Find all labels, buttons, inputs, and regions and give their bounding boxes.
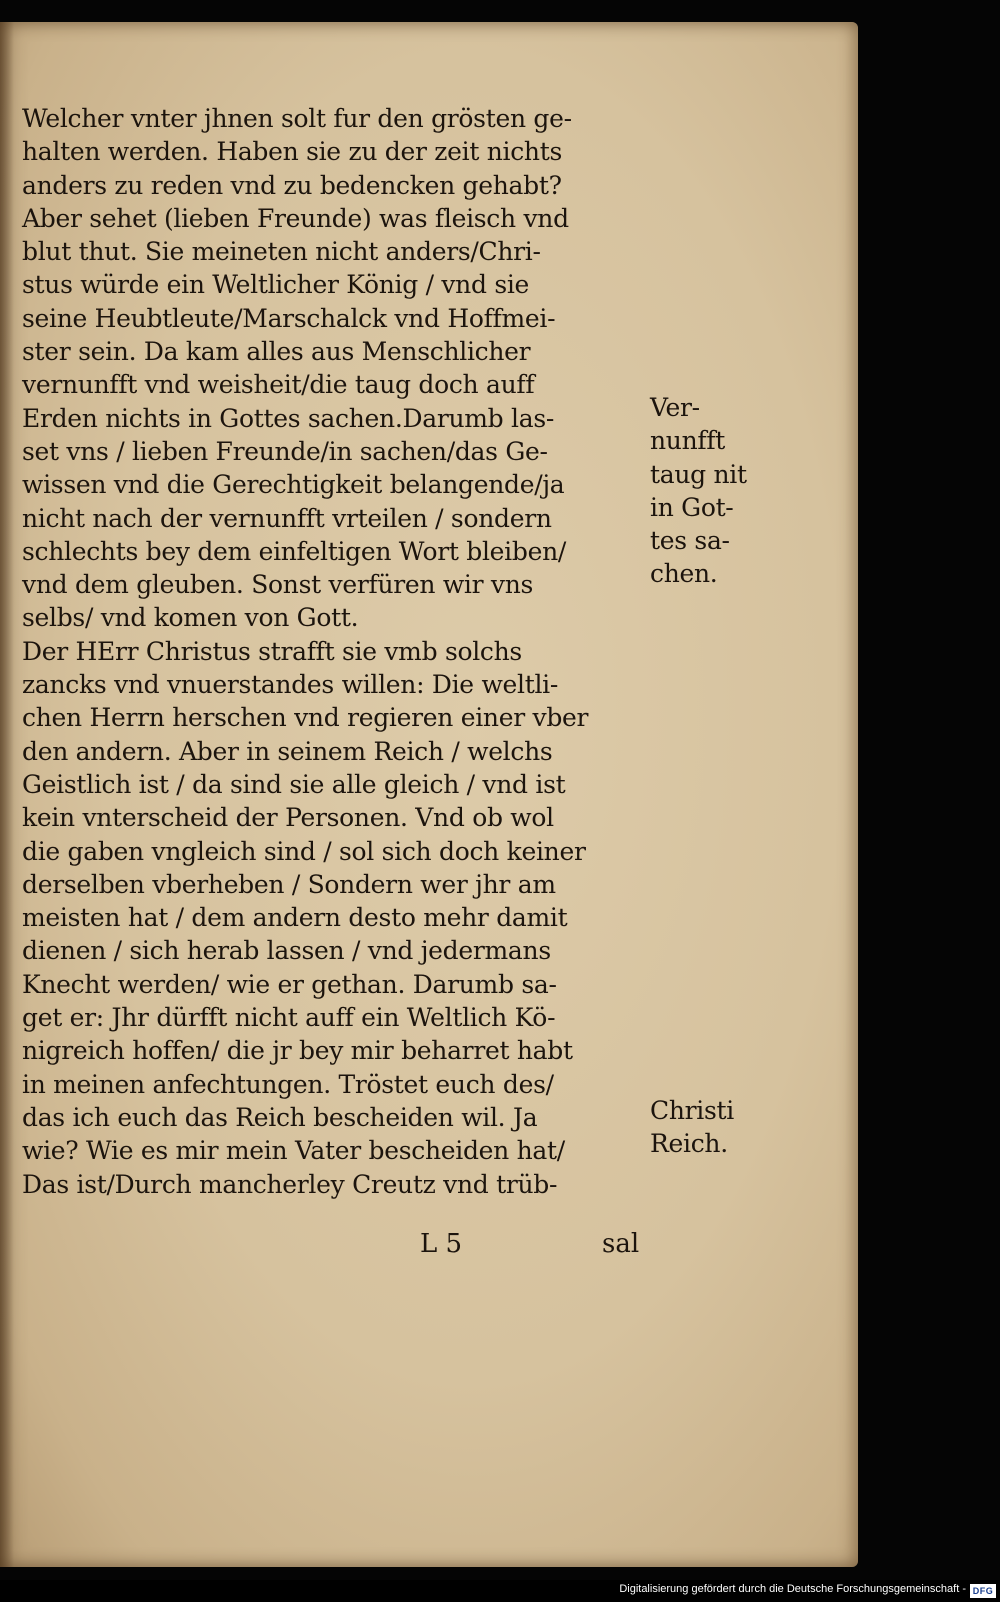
- margin-note-christi: [650, 1094, 734, 1161]
- margin-note-line: Christi: [650, 1096, 734, 1125]
- margin-note-line: Ver-: [650, 393, 700, 422]
- text-line: zancks vnd vnuerstandes willen: Die weltli-: [22, 670, 559, 700]
- text-line: schlechts bey dem einfeltigen Wort bleiben/: [22, 536, 566, 566]
- text-line: das ich euch das Reich bescheiden wil. Ja: [22, 1102, 538, 1132]
- text-line: wie? Wie es mir mein Vater bescheiden hat/: [22, 1136, 565, 1166]
- main-text-block: [22, 102, 662, 1201]
- text-line: get er: Jhr dürfft nicht auff ein Weltlich Kö-: [22, 1003, 556, 1033]
- margin-note-line: in Got-: [650, 492, 734, 522]
- text-line: Geistlich ist / da sind sie alle gleich / vnd ist: [22, 769, 566, 799]
- text-line: Der HErr Christus strafft sie vmb solchs: [22, 636, 522, 666]
- text-line: meisten hat / dem andern desto mehr damit: [22, 903, 568, 933]
- text-line: in meinen anfechtungen. Tröstet euch des/: [22, 1069, 554, 1099]
- signature-mark: L 5: [420, 1229, 463, 1259]
- text-line: dienen / sich herab lassen / vnd jedermans: [22, 936, 551, 966]
- credit-bar: [0, 1580, 1000, 1602]
- page-footer: [0, 1227, 660, 1261]
- dfg-logo-icon: DFG: [970, 1584, 996, 1598]
- text-line: wissen vnd die Gerechtigkeit belangende/ja: [22, 470, 565, 500]
- text-line: Knecht werden/ wie er gethan. Darumb sa-: [22, 969, 557, 999]
- text-line: blut thut. Sie meineten nicht anders/Chri-: [22, 237, 541, 267]
- text-line: Das ist/Durch mancherley Creutz vnd trüb-: [22, 1169, 558, 1199]
- text-line: chen Herrn herschen vnd regieren einer vber: [22, 703, 589, 733]
- text-line: stus würde ein Weltlicher König / vnd sie: [22, 270, 530, 300]
- catchword: sal: [602, 1229, 640, 1259]
- text-line: Welcher vnter jhnen solt fur den grösten ge-: [22, 104, 572, 133]
- text-line: kein vnterscheid der Personen. Vnd ob wol: [22, 803, 554, 833]
- text-line: den andern. Aber in seinem Reich / welchs: [22, 736, 553, 766]
- text-line: selbs/ vnd komen von Gott.: [22, 603, 359, 633]
- text-line: Aber sehet (lieben Freunde) was fleisch vnd: [22, 203, 569, 233]
- funding-credit: Digitalisierung gefördert durch die Deutsche Forschungsgemeinschaft -: [619, 1583, 966, 1595]
- text-line: seine Heubtleute/Marschalck vnd Hoffmei-: [22, 303, 556, 333]
- text-line: nigreich hoffen/ die jr bey mir beharret habt: [22, 1036, 573, 1066]
- margin-note-line: nunfft: [650, 426, 726, 456]
- margin-note-line: taug nit: [650, 459, 747, 489]
- text-line: halten werden. Haben sie zu der zeit nichts: [22, 137, 562, 167]
- text-line: ster sein. Da kam alles aus Menschlicher: [22, 337, 531, 367]
- text-line: die gaben vngleich sind / sol sich doch keiner: [22, 836, 586, 866]
- margin-note-line: chen.: [650, 559, 718, 589]
- margin-note-line: Reich.: [650, 1129, 728, 1159]
- text-line: derselben vberheben / Sondern wer jhr am: [22, 869, 556, 899]
- text-line: vnd dem gleuben. Sonst verfüren wir vns: [22, 570, 534, 600]
- text-line: nicht nach der vernunfft vrteilen / sondern: [22, 503, 552, 533]
- text-line: Erden nichts in Gottes sachen.Darumb las-: [22, 403, 555, 433]
- text-line: anders zu reden vnd zu bedencken gehabt?: [22, 170, 562, 200]
- margin-note-line: tes sa-: [650, 526, 730, 556]
- text-line: set vns / lieben Freunde/in sachen/das Ge-: [22, 436, 548, 466]
- text-line: vernunfft vnd weisheit/die taug doch auff: [22, 370, 535, 400]
- margin-note-vernunfft: [650, 391, 747, 591]
- book-page: [0, 22, 858, 1567]
